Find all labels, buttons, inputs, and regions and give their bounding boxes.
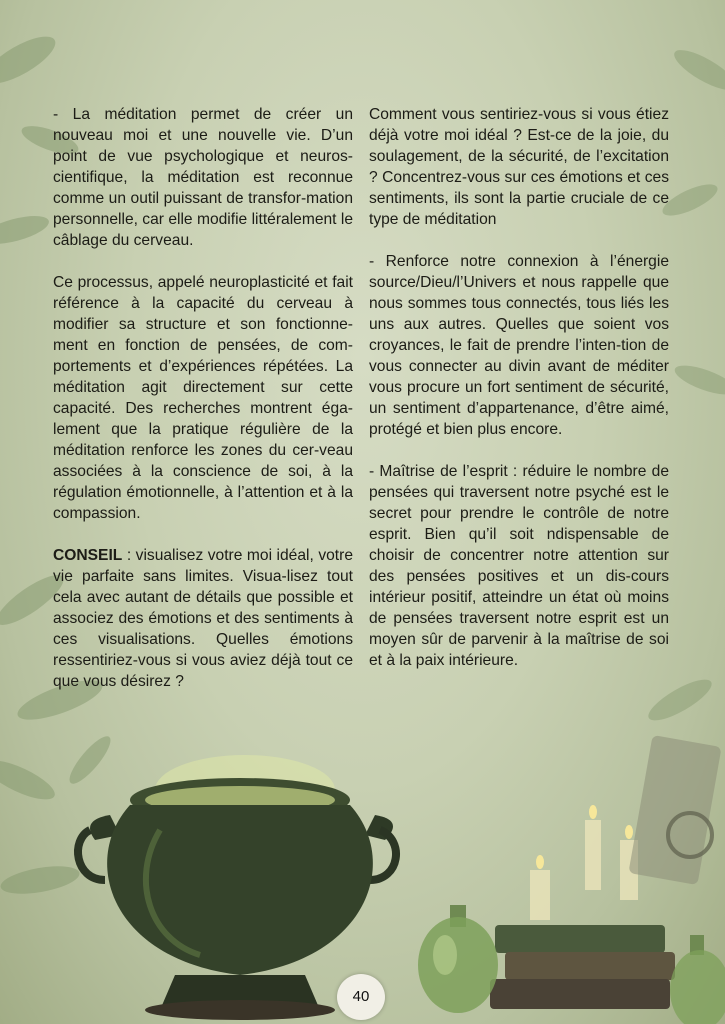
- mind-mastery-paragraph: - Maîtrise de l’esprit : réduire le nombre de pensées qui traversent notre psyché est le secret pour prendre le contrôle de notre esprit. Bien qu’il soit ndispensable de choisir de concentrer notre attention sur des pensées positives et un dis-cours intérieur positif, atteindre un état où moins de pensées traversent notre esprit est un moyen sûr de parvenir à la maîtrise de soi et à la paix intérieure.: [369, 463, 669, 669]
- right-column: [369, 104, 669, 671]
- source-connection-paragraph: - Renforce notre connexion à l’énergie source/Dieu/l’Univers et nous rappelle que nous sommes tous connectés, tous liés les uns aux autres. Quelles que soient vos croyances, le fait de prendre l’inten-tion de vous connecter au divin avant de méditer vous procure un fort sentiment de sécurité, un sentiment d’appartenance, d’être aimé, protégé et bien plus encore.: [369, 253, 669, 438]
- neuroplasticity-paragraph: Ce processus, appelé neuroplasticité et fait référence à la capacité du cerveau à modifier sa structure et son fonctionne-ment en fonction de pensées, de com-portements et d’expériences répétées. La méditation agit directement sur cette capacité. Des recherches montrent éga-lement que la pratique régulière de la méditation renforce les zones du cer-veau associées à la conscience de soi, à la régulation émotionnelle, à l’attention et à la compassion.: [53, 274, 353, 522]
- tip-text: : visualisez votre moi idéal, votre vie parfaite sans limites. Visua-lisez tout cela avec autant de détails que possible et associez des émotions et des sentiments à ces visualisations. Quelles émotions ressentiriez-vous si vous aviez déjà tout ce que vous désirez ?: [53, 547, 353, 690]
- meditation-new-self-paragraph: - La méditation permet de créer un nouveau moi et une nouvelle vie. D’un point de vue psychologique et neuros-cientifique, la méditation est reconnue comme un outil puissant de transfor-mation personnelle, car elle modifie littéralement le câblage du cerveau.: [53, 106, 353, 249]
- tip-paragraph: [53, 545, 353, 692]
- tip-label: CONSEIL: [53, 547, 123, 564]
- left-column: [53, 104, 353, 692]
- page-number: 40: [337, 974, 385, 1020]
- ideal-self-paragraph: Comment vous sentiriez-vous si vous étiez déjà votre moi idéal ? Est-ce de la joie, du soulagement, de la sécurité, de l’excitation ? Concentrez-vous sur ces émotions et ces sentiments, ils sont la partie cruciale de ce type de méditation: [369, 106, 669, 228]
